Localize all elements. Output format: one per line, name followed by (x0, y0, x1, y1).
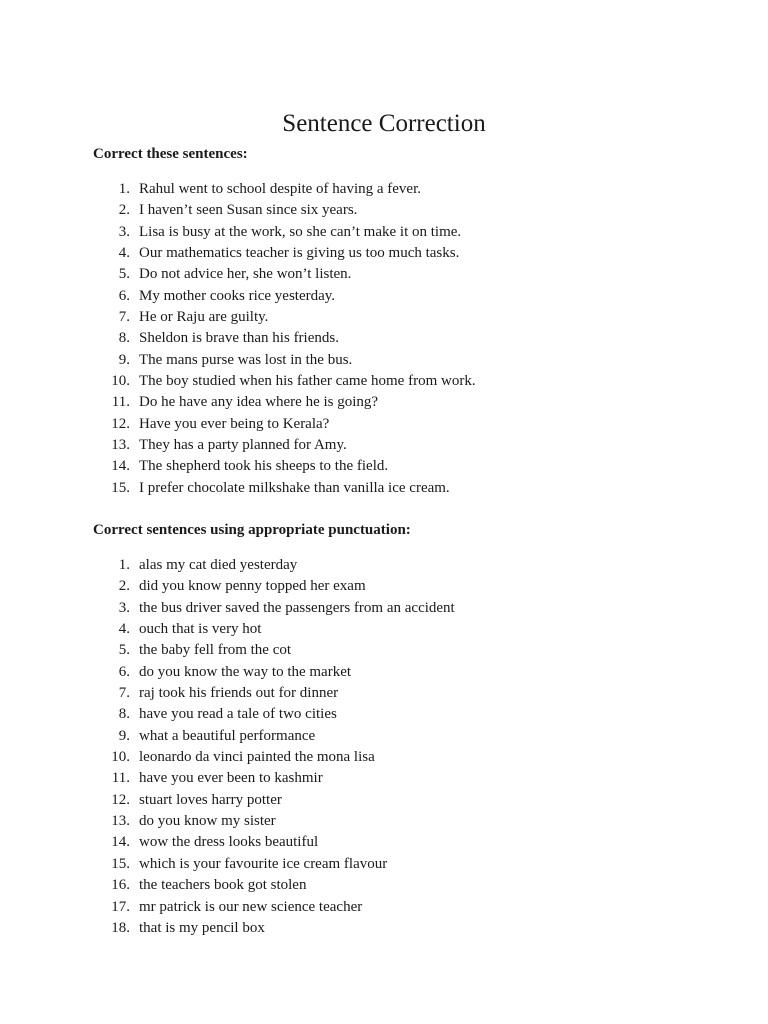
list-item-text: mr patrick is our new science teacher (139, 898, 363, 915)
list-item-number: 14. (111, 834, 130, 851)
list-item-text: the baby fell from the cot (139, 642, 292, 659)
list-item-number: 8. (118, 330, 130, 347)
list-item-number: 7. (118, 309, 130, 326)
list-item-text: wow the dress looks beautiful (139, 834, 319, 851)
list-item-number: 11. (111, 770, 130, 787)
list-item-text: did you know penny topped her exam (139, 578, 366, 595)
list-item-text: which is your favourite ice cream flavour (139, 855, 388, 872)
list-item-text: have you read a tale of two cities (139, 706, 337, 723)
list-item-text: He or Raju are guilty. (139, 309, 269, 326)
list-item-number: 8. (118, 706, 130, 723)
list-item-number: 12. (111, 415, 130, 432)
list-item-number: 1. (118, 181, 130, 197)
list-item-number: 14. (111, 458, 130, 475)
section-heading-correct-sentences: Correct these sentences: (93, 146, 248, 162)
list-item-number: 9. (118, 351, 130, 368)
list-item-text: what a beautiful performance (139, 727, 316, 744)
list-item-number: 6. (118, 287, 130, 304)
list-item-text: Do not advice her, she won’t listen. (139, 266, 352, 283)
list-item-text: They has a party planned for Amy. (139, 437, 347, 454)
list-item-text: have you ever been to kashmir (139, 770, 323, 787)
list-item-text: Lisa is busy at the work, so she can’t make it on time. (139, 223, 462, 240)
list-item-number: 12. (111, 791, 130, 808)
list-item-number: 7. (118, 685, 130, 702)
list-item-text: I haven’t seen Susan since six years. (139, 202, 358, 219)
section-heading-punctuation: Correct sentences using appropriate punctuation: (93, 522, 411, 538)
list-item-number: 5. (118, 266, 130, 283)
list-item-number: 3. (118, 599, 130, 616)
list-item-text: the bus driver saved the passengers from an accident (139, 599, 455, 616)
list-item-text: alas my cat died yesterday (139, 557, 298, 573)
list-item-number: 13. (111, 437, 130, 454)
list-item-text: do you know my sister (139, 813, 276, 830)
list-item-text: leonardo da vinci painted the mona lisa (139, 749, 375, 766)
list-item-number: 10. (111, 749, 130, 766)
list-item-text: the teachers book got stolen (139, 877, 307, 894)
list-item-text: Have you ever being to Kerala? (139, 415, 330, 432)
list-item-number: 10. (111, 373, 130, 390)
list-item-text: raj took his friends out for dinner (139, 685, 339, 702)
list-item-text: Our mathematics teacher is giving us too much tasks. (139, 245, 460, 262)
list-item-text: The boy studied when his father came home from work. (139, 373, 476, 390)
list-item-number: 2. (118, 578, 130, 595)
list-item-text: My mother cooks rice yesterday. (139, 287, 336, 304)
list-item-text: do you know the way to the market (139, 663, 352, 680)
list-item-number: 17. (111, 898, 130, 915)
list-item-text: Sheldon is brave than his friends. (139, 330, 339, 347)
list-item-text: stuart loves harry potter (139, 791, 282, 808)
list-item-text: that is my pencil box (139, 919, 265, 936)
list-item-number: 4. (118, 245, 130, 262)
list-item-number: 13. (111, 813, 130, 830)
list-item-number: 6. (118, 663, 130, 680)
list-item-number: 5. (118, 642, 130, 659)
list-item-number: 16. (111, 877, 130, 894)
list-item-text: I prefer chocolate milkshake than vanilla ice cream. (139, 479, 450, 496)
list-item-number: 18. (111, 919, 130, 936)
list-item-number: 9. (118, 727, 130, 744)
list-item-number: 15. (111, 479, 130, 496)
list-item-number: 1. (118, 557, 130, 573)
list-item-number: 15. (111, 855, 130, 872)
list-item-number: 4. (118, 621, 130, 638)
page-title: Sentence Correction (282, 110, 486, 137)
list-item-number: 11. (111, 394, 130, 411)
list-item-text: The shepherd took his sheeps to the field. (139, 458, 389, 475)
list-item-text: Rahul went to school despite of having a fever. (139, 181, 422, 197)
list-item-text: Do he have any idea where he is going? (139, 394, 379, 411)
list-item-number: 3. (118, 223, 130, 240)
list-item-number: 2. (118, 202, 130, 219)
list-item-text: The mans purse was lost in the bus. (139, 351, 353, 368)
list-item-text: ouch that is very hot (139, 621, 262, 638)
